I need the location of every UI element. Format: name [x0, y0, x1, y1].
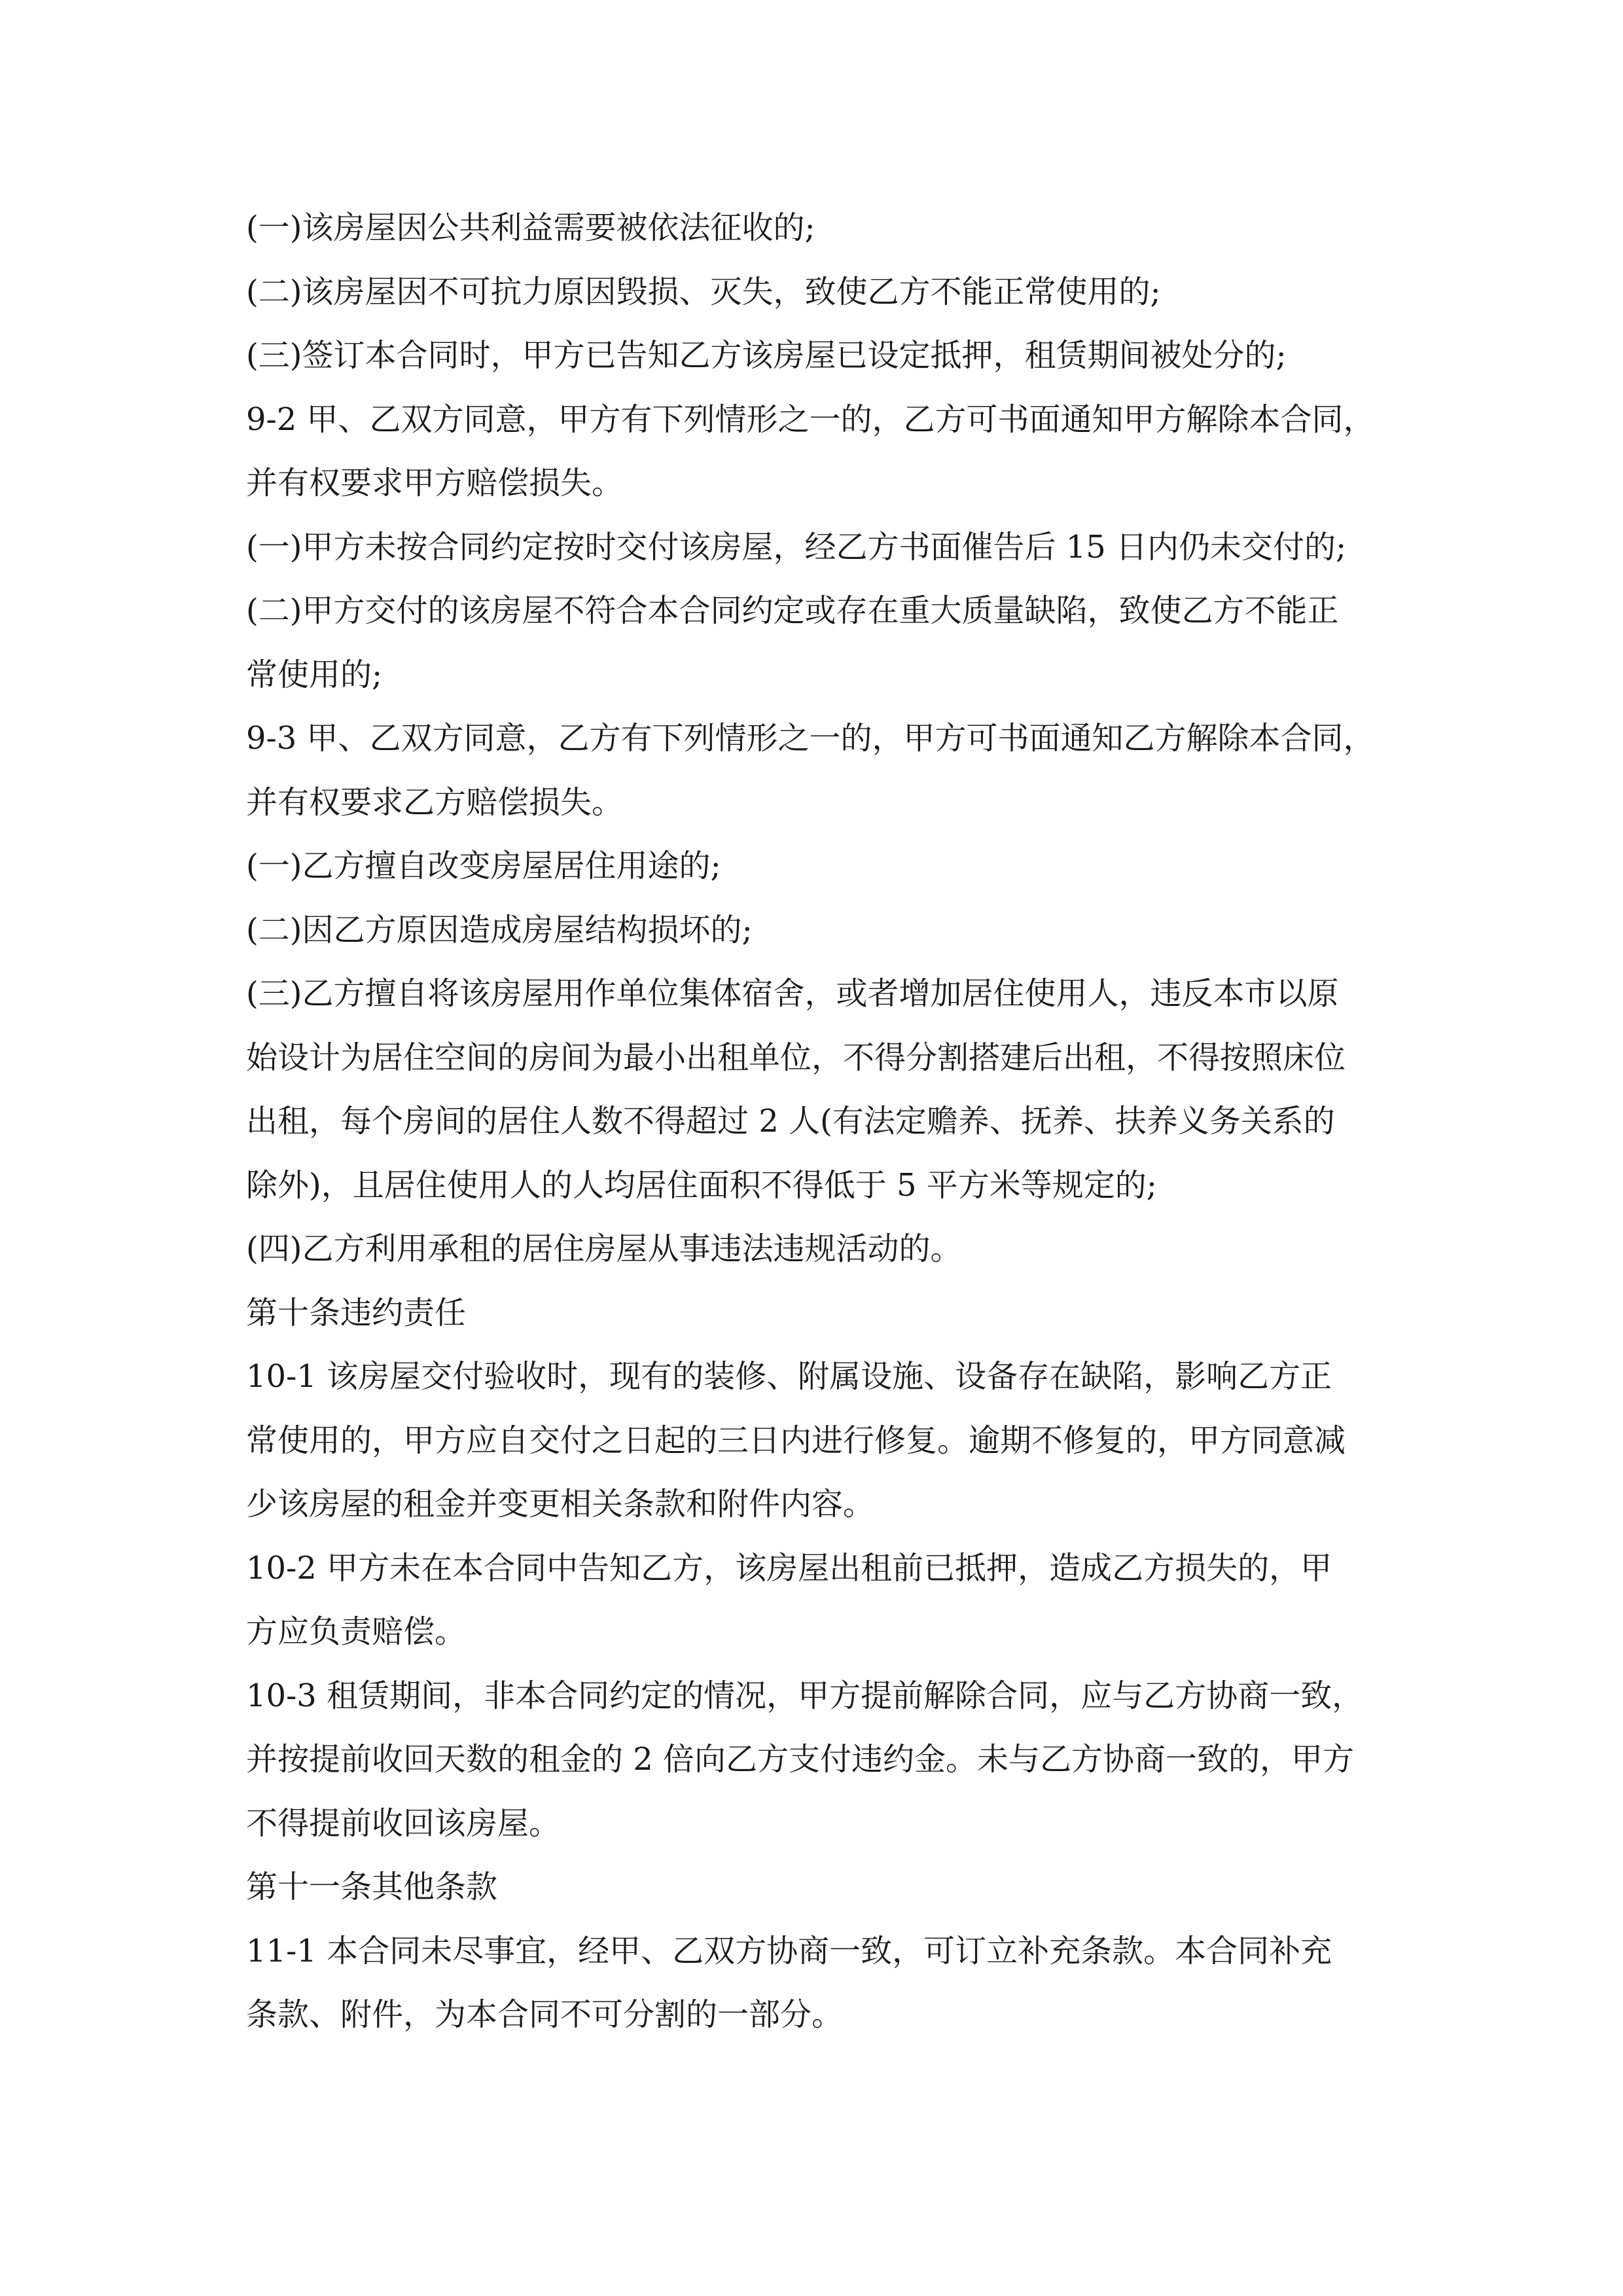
- text-line: (二)因乙方原因造成房屋结构损坏的;: [246, 911, 753, 948]
- clause-9-2-line: 9-2 甲、乙双方同意，甲方有下列情形之一的，乙方可书面通知甲方解除本合同，: [246, 401, 1375, 438]
- text-line: 常使用的;: [246, 656, 383, 693]
- text-line: 少该房屋的租金并变更相关条款和附件内容。: [246, 1486, 875, 1522]
- text-line: 除外)，且居住使用人的人均居住面积不得低于 5 平方米等规定的;: [246, 1166, 1157, 1204]
- text-line: (三)乙方擅自将该房屋用作单位集体宿舍，或者增加居住使用人，违反本市以原: [246, 975, 1339, 1012]
- text-line: (一)甲方未按合同约定按时交付该房屋，经乙方书面催告后 15 日内仍未交付的;: [246, 528, 1347, 565]
- text-line: 并按提前收回天数的租金的 2 倍向乙方支付违约金。未与乙方协商一致的，甲方: [246, 1741, 1355, 1778]
- section-heading-article-11: 第十一条其他条款: [246, 1869, 498, 1905]
- text-line: (三)签订本合同时，甲方已告知乙方该房屋已设定抵押，租赁期间被处分的;: [246, 337, 1287, 374]
- text-line: (一)该房屋因公共利益需要被依法征收的;: [246, 209, 815, 246]
- clause-9-3-line: 9-3 甲、乙双方同意，乙方有下列情形之一的，甲方可书面通知乙方解除本合同，: [246, 720, 1375, 757]
- text-line: 出租，每个房间的居住人数不得超过 2 人(有法定赡养、抚养、扶养义务关系的: [246, 1103, 1335, 1139]
- text-line: 常使用的，甲方应自交付之日起的三日内进行修复。逾期不修复的，甲方同意减: [246, 1422, 1346, 1459]
- clause-10-1-line: 10-1 该房屋交付验收时，现有的装修、附属设施、设备存在缺陷，影响乙方正: [246, 1358, 1332, 1395]
- text-line: (四)乙方利用承租的居住房屋从事违法违规活动的。: [246, 1230, 962, 1267]
- text-line: (二)甲方交付的该房屋不符合本合同约定或存在重大质量缺陷，致使乙方不能正: [246, 592, 1339, 629]
- clause-10-3-line: 10-3 租赁期间，非本合同约定的情况，甲方提前解除合同，应与乙方协商一致，: [246, 1677, 1364, 1714]
- text-line: 方应负责赔偿。: [246, 1613, 467, 1650]
- text-line: 并有权要求甲方赔偿损失。: [246, 465, 624, 501]
- text-line: 条款、附件，为本合同不可分割的一部分。: [246, 1996, 844, 2033]
- text-line: 并有权要求乙方赔偿损失。: [246, 783, 624, 821]
- text-line: (一)乙方擅自改变房屋居住用途的;: [246, 848, 721, 884]
- text-line: 不得提前收回该房屋。: [246, 1804, 561, 1842]
- clause-11-1-line: 11-1 本合同未尽事宜，经甲、乙双方协商一致，可订立补充条款。本合同补充: [246, 1932, 1332, 1969]
- document-body: [246, 196, 1391, 2047]
- text-line: 始设计为居住空间的房间为最小出租单位，不得分割搭建后出租，不得按照床位: [246, 1039, 1346, 1076]
- section-heading-article-10: 第十条违约责任: [246, 1294, 467, 1331]
- clause-10-2-line: 10-2 甲方未在本合同中告知乙方，该房屋出租前已抵押，造成乙方损失的，甲: [246, 1549, 1332, 1587]
- text-line: (二)该房屋因不可抗力原因毁损、灭失，致使乙方不能正常使用的;: [246, 273, 1161, 310]
